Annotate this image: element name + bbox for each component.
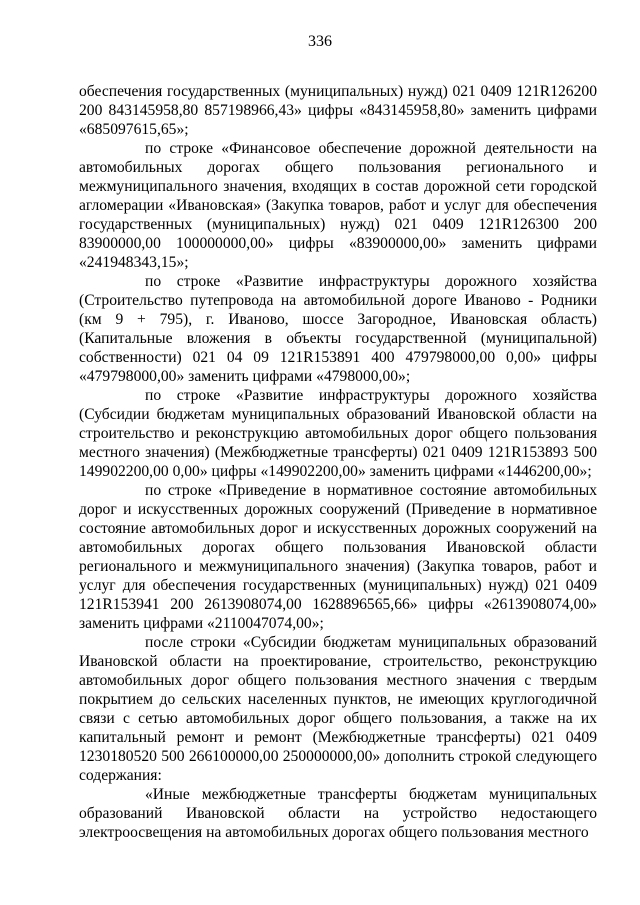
paragraph-1: обеспечения государственных (муниципальных) нужд) 021 0409 121R126200 200 843145958,80 857198966,43» цифры «843145958,80» заменить цифрами «685097615,65»; bbox=[79, 83, 597, 138]
paragraph-7: «Иные межбюджетные трансферты бюджетам муниципальных образований Ивановской области на устройство недостающего электроосвещения на автомобильных дорогах общего пользования местного bbox=[79, 786, 597, 841]
page-number: 336 bbox=[308, 33, 332, 50]
paragraph-6: после строки «Субсидии бюджетам муниципальных образований Ивановской области на проектирование, строительство, реконструкцию автомобильных дорог общего пользования местного значения с твердым покрытием до сельских населенных пунктов, не имеющих круглогодичной связи с сетью автомобильных дорог общего пользования, а также на их капитальный ремонт и ремонт (Межбюджетные трансферты) 021 0409 1230180520 500 266100000,00 250000000,00» дополнить строкой следующего содержания: bbox=[79, 634, 597, 784]
paragraph-4: по строке «Развитие инфраструктуры дорожного хозяйства (Субсидии бюджетам муниципальных образований Ивановской области на строительство и реконструкцию автомобильных дорог общего пользования местного значения) (Межбюджетные трансферты) 021 0409 121R153893 500 149902200,00 0,00» цифры «149902200,00» заменить цифрами «1446200,00»; bbox=[79, 387, 597, 480]
paragraph-2: по строке «Финансовое обеспечение дорожной деятельности на автомобильных дорогах общего пользования регионального и межмуниципального значения, входящих в состав дорожной сети городской агломерации «Ивановская» (Закупка товаров, работ и услуг для обеспечения государственных (муниципальных) нужд) 021 0409 121R126300 200 83900000,00 100000000,00» цифры «83900000,00» заменить цифрами «241948343,15»; bbox=[79, 140, 597, 271]
document-body bbox=[79, 82, 597, 842]
paragraph-3: по строке «Развитие инфраструктуры дорожного хозяйства (Строительство путепровода на автомобильной дороге Иваново - Родники (км 9 + 795), г. Иваново, шоссе Загородное, Ивановская область) (Капитальные вложения в объекты государственной (муниципальной) собственности) 021 04 09 121R153891 400 479798000,00 0,00» цифры «479798000,00» заменить цифрами «4798000,00»; bbox=[79, 273, 597, 385]
paragraph-5: по строке «Приведение в нормативное состояние автомобильных дорог и искусственных дорожных сооружений (Приведение в нормативное состояние автомобильных дорог и искусственных дорожных сооружений на автомобильных дорогах общего пользования Ивановской области регионального и межмуниципального значения) (Закупка товаров, работ и услуг для обеспечения государственных (муниципальных) нужд) 021 0409 121R153941 200 2613908074,00 1628896565,66» цифры «2613908074,00» заменить цифрами «2110047074,00»; bbox=[79, 482, 597, 632]
